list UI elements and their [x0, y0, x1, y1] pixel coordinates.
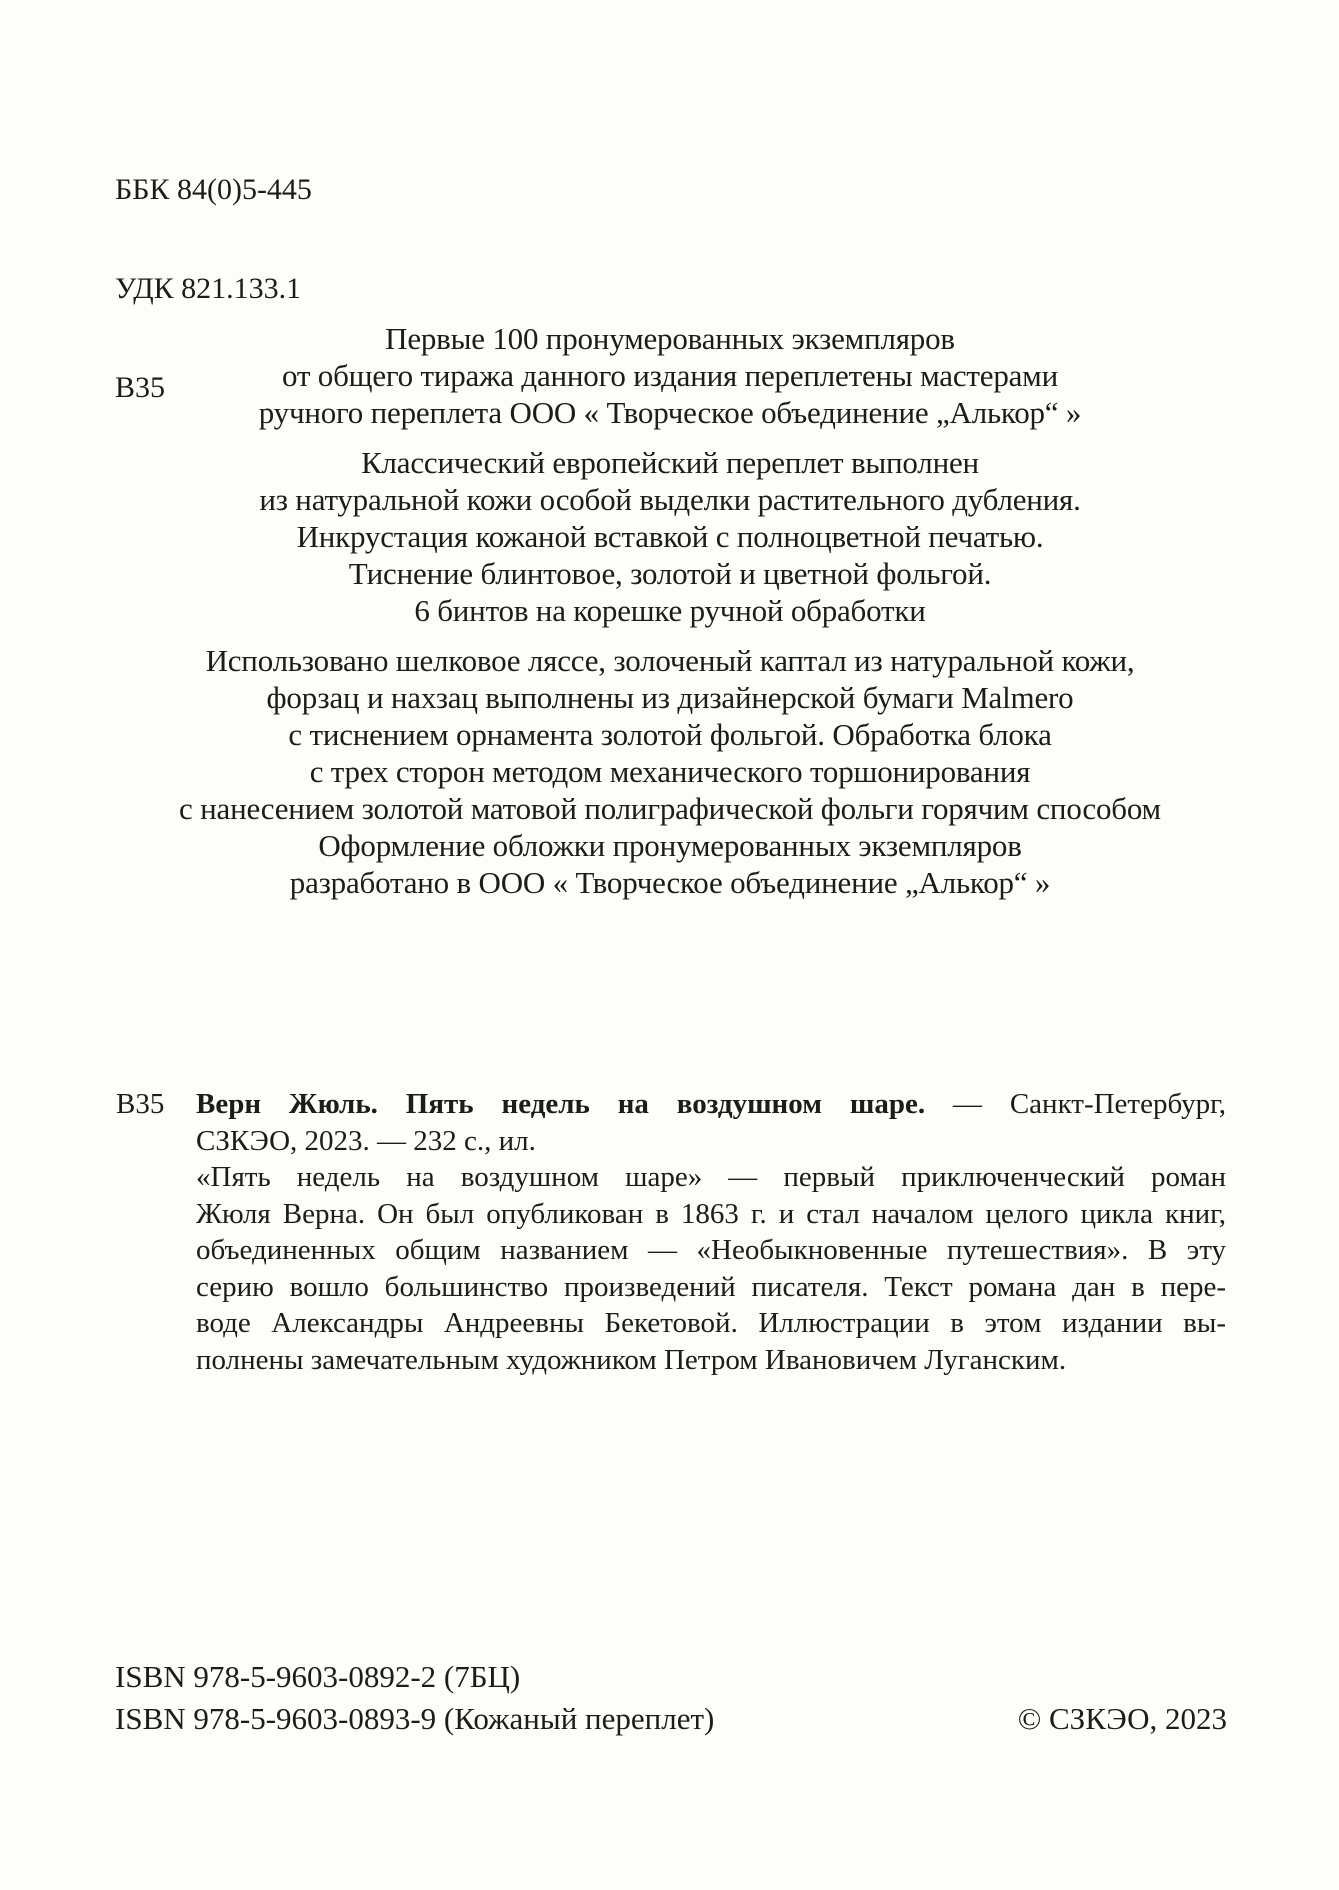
note-line: форзац и нахзац выполнены из дизайнерской бумаги Malmero: [266, 680, 1074, 715]
note-line: разработано в ООО « Творческое объединение „Алькор“ »: [289, 865, 1051, 900]
edition-note: [114, 320, 1226, 901]
note-line: Первые 100 пронумерованных экземпляров: [385, 321, 955, 356]
note-line: с тиснением орнамента золотой фольгой. Обработка блока: [288, 717, 1052, 752]
annotation-line: полнены замечательным художником Петром Ивановичем Луганским.: [196, 1343, 1067, 1376]
catalog-title-line: [196, 1086, 1226, 1123]
catalog-card-body: [196, 1086, 1226, 1378]
note-line: Использовано шелковое ляссе, золоченый каптал из натуральной кожи,: [205, 643, 1135, 678]
publication-info-line: СЗКЭО, 2023. — 232 с., ил.: [196, 1124, 536, 1157]
edition-note-paragraph-3: [114, 642, 1226, 901]
note-line: Классический европейский переплет выполнен: [361, 445, 979, 480]
annotation-line: воде Александры Андреевны Бекетовой. Иллюстрации в этом издании вы-: [196, 1307, 1226, 1339]
annotation-line: объединенных общим названием — «Необыкновенные путешествия». В эту: [196, 1234, 1226, 1266]
note-line: от общего тиража данного издания переплетены мастерами: [281, 358, 1058, 393]
copyright-notice: © СЗКЭО, 2023: [1017, 1701, 1227, 1736]
note-line: ручного переплета ООО « Творческое объединение „Алькор“ »: [258, 395, 1082, 430]
isbn-line-1: ISBN 978-5-9603-0892-2 (7БЦ): [115, 1659, 521, 1694]
isbn-line-2: ISBN 978-5-9603-0893-9 (Кожаный переплет): [115, 1701, 715, 1736]
imprint-footer: [115, 1656, 1227, 1740]
bbk-code: ББК 84(0)5-445: [115, 173, 312, 206]
note-line: 6 бинтов на корешке ручной обработки: [414, 593, 926, 628]
book-author-title: Верн Жюль. Пять недель на воздушном шаре.: [196, 1088, 926, 1120]
edition-note-paragraph-1: [114, 320, 1226, 431]
author-sign: В35: [115, 371, 166, 404]
note-line: с трех сторон методом механического торшонирования: [309, 754, 1031, 789]
annotation-line: «Пять недель на воздушном шаре» — первый приключенческий роман: [196, 1161, 1226, 1193]
note-line: Оформление обложки пронумерованных экземпляров: [318, 828, 1022, 863]
note-line: Тиснение блинтовое, золотой и цветной фольгой.: [348, 556, 992, 591]
isbn-line-2-row: [115, 1698, 1227, 1740]
catalog-card: [114, 1086, 1226, 1378]
annotation-line: Жюля Верна. Он был опубликован в 1863 г. и стал началом целого цикла книг,: [196, 1197, 1226, 1230]
publication-place: — Санкт-Петербург,: [925, 1088, 1226, 1120]
note-line: из натуральной кожи особой выделки растительного дубления.: [259, 482, 1081, 517]
edition-note-paragraph-2: [114, 444, 1226, 629]
catalog-card-label: В35: [116, 1088, 165, 1120]
udk-code: УДК 821.133.1: [115, 272, 302, 305]
note-line: с нанесением золотой матовой полиграфической фольги горячим способом: [179, 791, 1161, 826]
annotation-line: серию вошло большинство произведений писателя. Текст романа дан в пере-: [196, 1270, 1226, 1303]
note-line: Инкрустация кожаной вставкой с полноцветной печатью.: [296, 519, 1044, 554]
